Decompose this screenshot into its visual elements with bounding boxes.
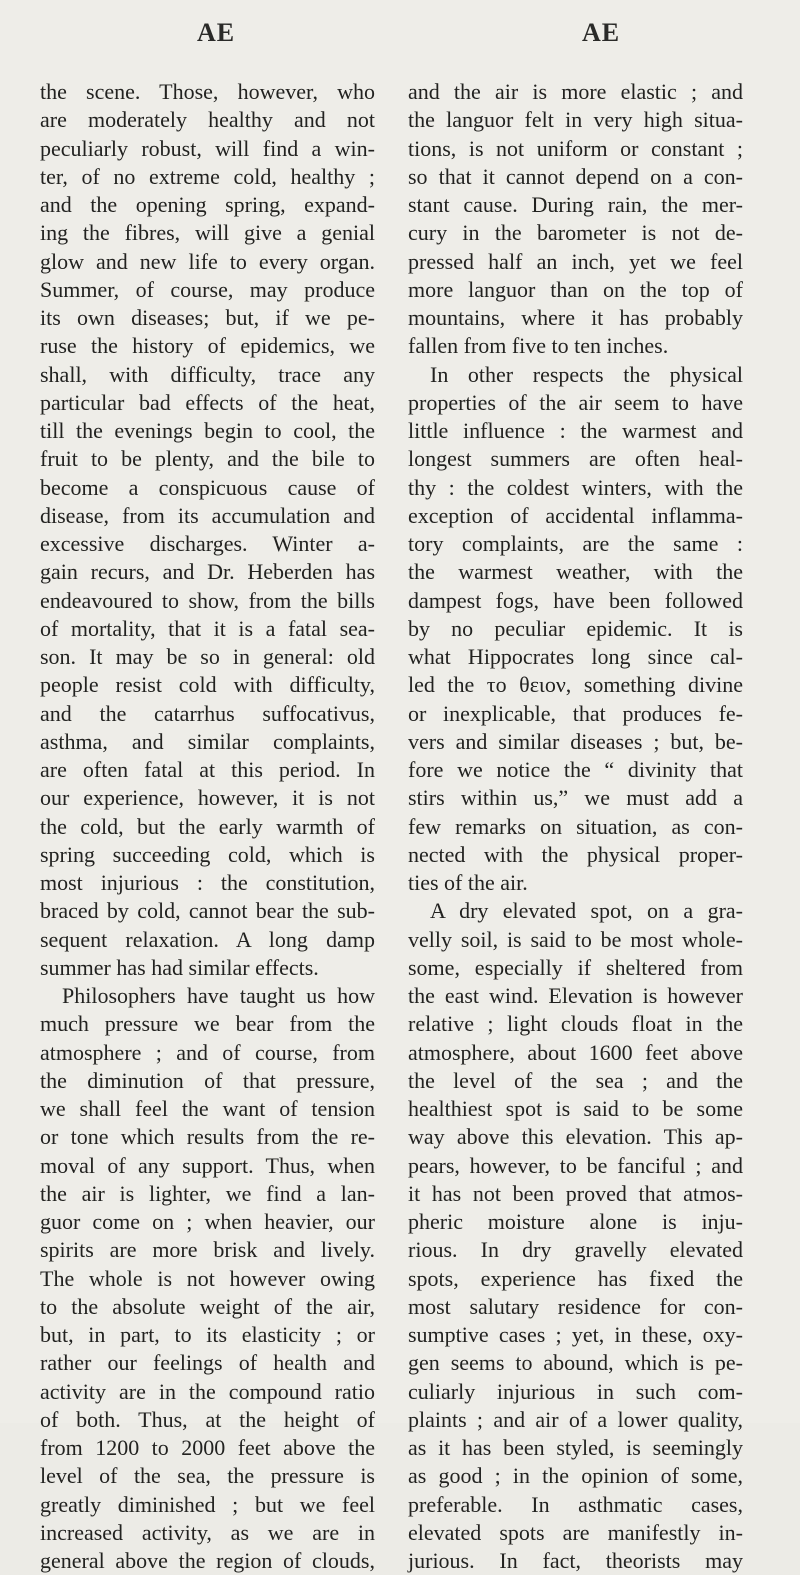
text-line: atmosphere, about 1600 feet above: [408, 1039, 743, 1065]
text-line: or tone which results from the re-: [40, 1124, 375, 1150]
text-line: mountains, where it has probably: [408, 305, 743, 330]
text-line: exception of accidental inflamma-: [408, 502, 743, 528]
text-line: activity are in the compound ratio: [40, 1378, 375, 1404]
text-line: glow and new life to every organ.: [40, 248, 375, 274]
text-line: general above the region of clouds,: [40, 1548, 375, 1573]
text-line: are moderately healthy and not: [40, 107, 375, 133]
left-column: [40, 78, 375, 1575]
text-line: little influence : the warmest and: [408, 418, 743, 443]
text-line: much pressure we bear from the: [40, 1011, 375, 1037]
running-head-left: AE: [197, 18, 236, 47]
text-line: ties of the air.: [408, 870, 528, 895]
text-line: most injurious : the constitution,: [40, 870, 375, 895]
text-line: people resist cold with difficulty,: [40, 672, 375, 698]
text-line: disease, from its accumulation and: [40, 502, 375, 528]
text-line: asthma, and similar complaints,: [40, 728, 375, 754]
text-line: ter, of no extreme cold, healthy ;: [40, 163, 375, 189]
text-line: elevated spots are manifestly in-: [408, 1519, 743, 1545]
text-line: atmosphere ; and of course, from: [40, 1039, 375, 1065]
text-line: peculiarly robust, will find a win-: [40, 135, 375, 161]
text-line: and the opening spring, expand-: [40, 192, 375, 217]
text-line: sumptive cases ; yet, in these, oxy-: [408, 1322, 743, 1347]
text-line: the east wind. Elevation is however: [408, 983, 743, 1008]
text-line: healthiest spot is said to be some: [408, 1096, 743, 1121]
text-line: fallen from five to ten inches.: [408, 333, 669, 359]
text-line: tions, is not uniform or constant ;: [408, 135, 743, 161]
text-line: particular bad effects of the heat,: [40, 389, 375, 415]
text-line: culiarly injurious in such com-: [408, 1378, 743, 1404]
text-line: as it has been styled, is seemingly: [408, 1435, 743, 1460]
text-line: relative ; light clouds float in the: [408, 1011, 743, 1037]
running-head-right: AE: [582, 18, 621, 47]
text-line: spring succeeding cold, which is: [40, 841, 375, 867]
text-line: preferable. In asthmatic cases,: [408, 1491, 743, 1517]
text-line: fruit to be plenty, and the bile to: [40, 446, 375, 472]
text-line: as good ; in the opinion of some,: [408, 1463, 743, 1489]
text-line: cury in the barometer is not de-: [408, 220, 743, 246]
text-line: thy : the coldest winters, with the: [408, 474, 743, 500]
text-line: dampest fogs, have been followed: [408, 587, 743, 613]
text-line: summer has had similar effects.: [40, 954, 319, 980]
text-line: the cold, but the early warmth of: [40, 813, 375, 839]
text-line: properties of the air seem to have: [408, 389, 743, 415]
text-line: till the evenings begin to cool, the: [40, 418, 375, 443]
text-line: the diminution of that pressure,: [40, 1067, 375, 1093]
text-line: most salutary residence for con-: [408, 1293, 743, 1319]
text-line: A dry elevated spot, on a gra-: [430, 898, 743, 924]
text-line: spots, experience has fixed the: [408, 1265, 743, 1291]
text-line: the scene. Those, however, who: [40, 79, 375, 104]
text-line: Philosophers have taught us how: [62, 983, 375, 1008]
text-line: ruse the history of epidemics, we: [40, 333, 375, 359]
text-line: greatly diminished ; but we feel: [40, 1491, 375, 1517]
text-line: pears, however, to be fanciful ; and: [408, 1152, 743, 1178]
text-line: its own diseases; but, if we pe-: [40, 305, 375, 330]
text-line: plaints ; and air of a lower quality,: [408, 1406, 743, 1432]
text-line: level of the sea, the pressure is: [40, 1463, 375, 1489]
text-line: vers and similar diseases ; but, be-: [408, 728, 743, 754]
text-line: braced by cold, cannot bear the sub-: [40, 898, 375, 924]
text-line: excessive discharges. Winter a-: [40, 531, 375, 556]
text-line: the level of the sea ; and the: [408, 1067, 743, 1093]
text-line: or inexplicable, that produces fe-: [408, 700, 743, 726]
right-column: [408, 78, 743, 1575]
text-line: the warmest weather, with the: [408, 559, 743, 585]
text-line: velly soil, is said to be most whole-: [408, 926, 743, 952]
text-line: and the air is more elastic ; and: [408, 79, 743, 104]
text-line: The whole is not however owing: [40, 1265, 375, 1291]
text-line: it has not been proved that atmos-: [408, 1180, 743, 1206]
text-line: are often fatal at this period. In: [40, 757, 375, 782]
text-line: jurious. In fact, theorists may: [408, 1548, 743, 1573]
text-line: some, especially if sheltered from: [408, 954, 743, 980]
text-line: from 1200 to 2000 feet above the: [40, 1435, 375, 1460]
text-line: few remarks on situation, as con-: [408, 813, 743, 839]
text-line: rious. In dry gravelly elevated: [408, 1237, 743, 1263]
text-line: gen seems to abound, which is pe-: [408, 1350, 743, 1376]
text-line: shall, with difficulty, trace any: [40, 361, 375, 387]
text-line: way above this elevation. This ap-: [408, 1124, 743, 1150]
text-line: by no peculiar epidemic. It is: [408, 615, 743, 641]
text-line: our experience, however, it is not: [40, 785, 375, 811]
text-line: stirs within us,” we must add a: [408, 785, 743, 811]
text-line: more languor than on the top of: [408, 276, 743, 302]
text-line: of mortality, that it is a fatal sea-: [40, 615, 375, 641]
text-line: endeavoured to show, from the bills: [40, 587, 375, 613]
text-line: rather our feelings of health and: [40, 1350, 375, 1376]
text-line: stant cause. During rain, the mer-: [408, 192, 743, 217]
text-line: become a conspicuous cause of: [40, 474, 375, 500]
text-line: ing the fibres, will give a genial: [40, 220, 375, 246]
text-line: sequent relaxation. A long damp: [40, 926, 375, 952]
text-line: the languor felt in very high situa-: [408, 107, 743, 133]
text-line: so that it cannot depend on a con-: [408, 163, 743, 189]
text-line: In other respects the physical: [430, 361, 743, 387]
text-line: spirits are more brisk and lively.: [40, 1237, 375, 1263]
text-line: guor come on ; when heavier, our: [40, 1209, 375, 1234]
text-line: increased activity, as we are in: [40, 1519, 375, 1545]
text-line: tory complaints, are the same :: [408, 531, 743, 556]
text-line: led the το θειον, something divine: [408, 672, 743, 698]
text-line: the air is lighter, we find a lan-: [40, 1180, 375, 1206]
text-line: of both. Thus, at the height of: [40, 1406, 375, 1432]
text-line: nected with the physical proper-: [408, 841, 743, 867]
text-line: to the absolute weight of the air,: [40, 1293, 375, 1319]
text-line: pheric moisture alone is inju-: [408, 1209, 743, 1234]
text-line: Summer, of course, may produce: [40, 276, 375, 302]
text-line: we shall feel the want of tension: [40, 1096, 375, 1121]
text-line: moval of any support. Thus, when: [40, 1152, 375, 1178]
text-line: fore we notice the “ divinity that: [408, 757, 743, 782]
text-line: but, in part, to its elasticity ; or: [40, 1322, 375, 1347]
text-line: gain recurs, and Dr. Heberden has: [40, 559, 375, 585]
text-line: longest summers are often heal-: [408, 446, 743, 472]
text-line: son. It may be so in general: old: [40, 644, 375, 669]
text-line: what Hippocrates long since cal-: [408, 644, 743, 669]
text-line: pressed half an inch, yet we feel: [408, 248, 743, 274]
text-line: and the catarrhus suffocativus,: [40, 700, 375, 726]
